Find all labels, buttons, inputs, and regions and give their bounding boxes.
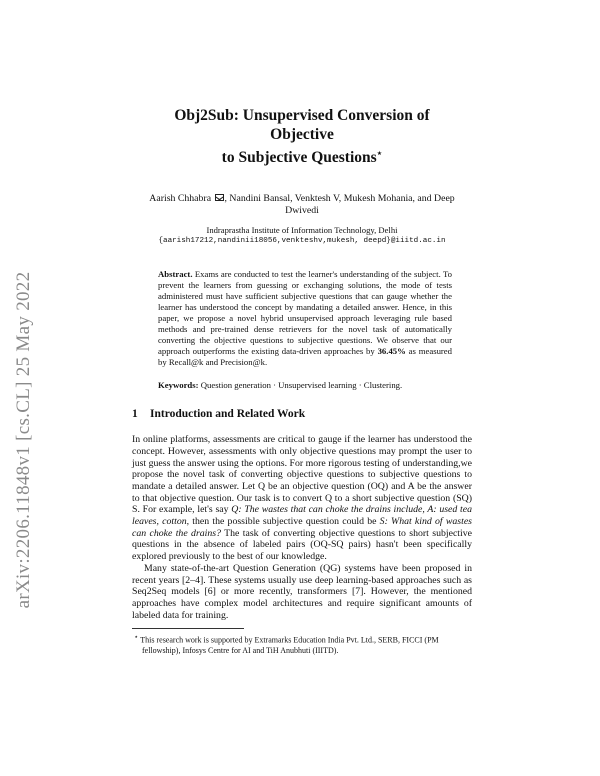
affiliation-block — [132, 225, 472, 247]
keywords-label: Keywords: — [158, 380, 199, 391]
affiliation: Indraprastha Institute of Information Technology, Delhi — [206, 225, 398, 236]
p1-example-s: S: What kind of wastes can choke the drains? — [132, 516, 472, 539]
other-authors: , Nandini Bansal, Venktesh V, Mukesh Mohania, and Deep Dwivedi — [224, 193, 455, 217]
arxiv-sidebar-stamp — [4, 200, 44, 680]
title-line-1: Obj2Sub: Unsupervised Conversion of Objective — [174, 107, 430, 143]
p1-text-b: then the possible subjective question could be — [192, 516, 377, 528]
abstract-text: Exams are conducted to test the learner's understanding of the subject. To prevent the learners from guessing or exchanging solutions, the mode of tests administered must have sufficient subjective questions that can gauge whether the learner has understood the concept by mandating a detailed answer. Hence, in this paper, we propose a novel hybrid unsupervised approach leveraging rule based methods and pre-trained dense retrievers for the novel task of automatically converting the objective questions to subjective questions. We observe that our approach outperforms the existing data-driven approaches by — [158, 269, 452, 357]
p1-text-c: The task of converting objective questions to short subjective questions in the absence of labeled pairs (OQ-SQ pairs) hasn't been specifically explored previously to the best of our knowledge. — [132, 527, 472, 563]
paragraph-2: Many state-of-the-art Question Generation (QG) systems have been proposed in recent years [2–4]. These systems usually use deep learning-based approaches such as Seq2Seq models [6] or more recently, transformers [7]. However, the mentioned approaches have complex model architectures and require significant amounts of labeled data for training. — [132, 562, 472, 621]
abstract — [158, 269, 452, 368]
keywords — [158, 380, 452, 391]
keywords-text: Question generation · Unsupervised learning · Clustering. — [200, 380, 403, 391]
abstract-highlight: 36.45% — [377, 346, 406, 357]
section-heading — [132, 407, 472, 421]
author-list — [132, 193, 472, 217]
abstract-label: Abstract. — [158, 269, 193, 280]
footnote — [132, 632, 472, 656]
section-title: Introduction and Related Work — [150, 408, 306, 421]
paper-title — [144, 106, 460, 167]
footnote-mark: ⋆ — [134, 633, 139, 642]
corresponding-author: Aarish Chhabra — [149, 193, 212, 205]
paper-page — [132, 106, 472, 656]
section-number: 1 — [132, 408, 138, 421]
paragraph-1 — [132, 434, 472, 563]
section-body — [132, 434, 472, 621]
footnote-text: This research work is supported by Extramarks Education India Pvt. Ltd., SERB, FICCI (PM fellowship), Infosys Centre for AI and TiH Anubhuti (IIITD). — [140, 636, 439, 656]
abstract-end: as measured by Recall@k and Precision@k. — [158, 346, 453, 368]
p1-text-a: In online platforms, assessments are critical to gauge if the learner has understood the concept. However, assessments with only objective questions may prompt the user to just guess the answer using the options. For more rigorous testing of understanding,we propose the novel task of converting objective questions to subjective questions to mandate a detailed answer. Let Q be an objective question (OQ) and A be the answer to that objective question. Our task is to convert Q to a short subjective question (SQ) S. For example, let's say — [132, 434, 472, 516]
title-line-2: to Subjective Questions — [221, 149, 377, 167]
envelope-icon[interactable] — [215, 194, 224, 201]
p1-example-q: Q: The wastes that can choke the drains include, A: used tea leaves, cotton, — [132, 504, 472, 528]
arxiv-identifier: arXiv:2206.11848v1 [cs.CL] 25 May 2022 — [13, 271, 34, 609]
title-footnote-mark: ⋆ — [376, 148, 383, 158]
footnote-divider — [132, 628, 244, 629]
author-emails[interactable]: {aarish17212,nandinii18056,venkteshv,mukesh, deepd}@iiitd.ac.in — [158, 237, 446, 246]
